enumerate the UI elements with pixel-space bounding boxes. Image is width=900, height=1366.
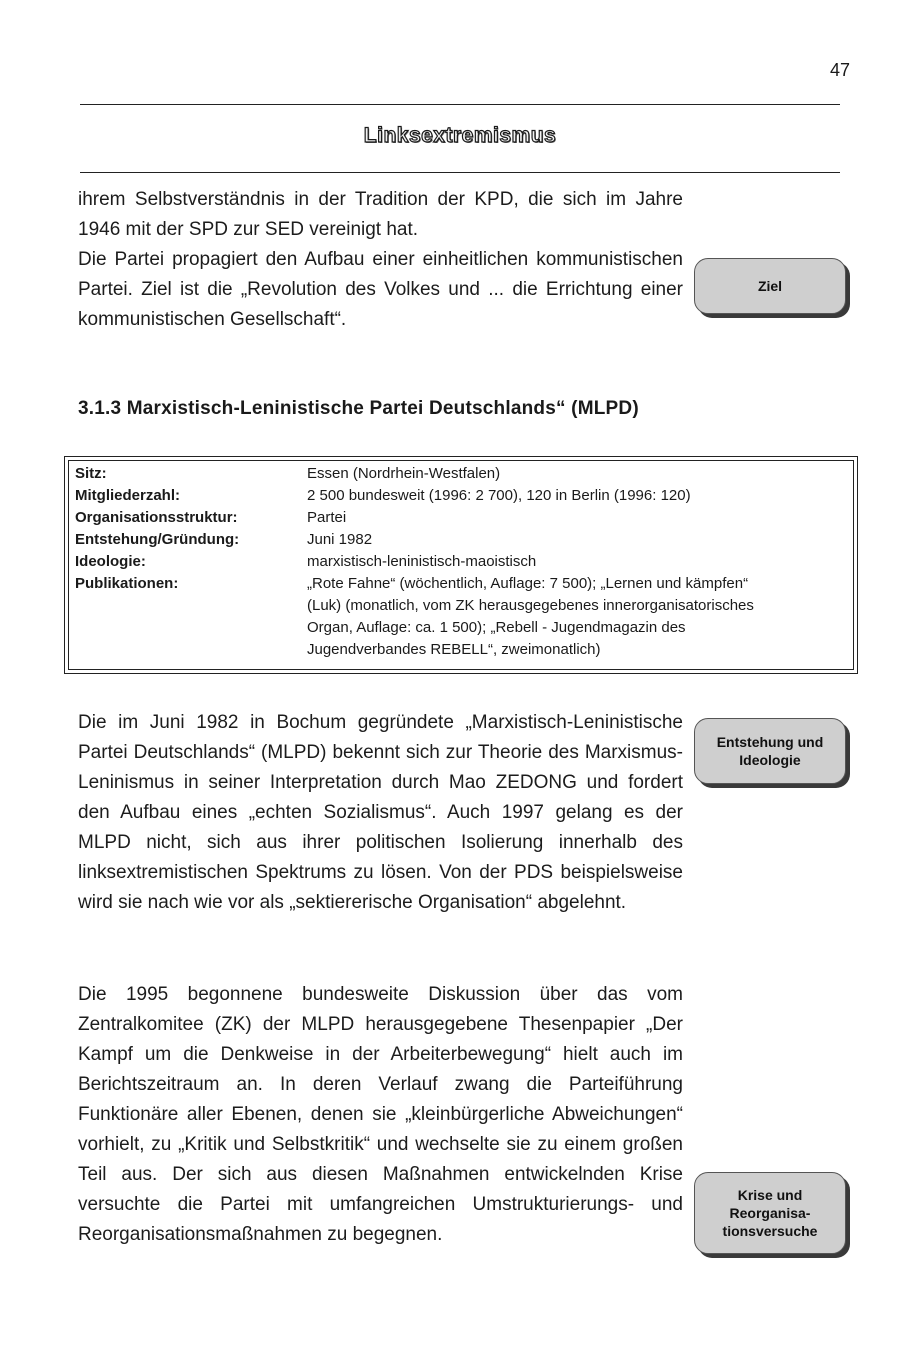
fact-label: Publikationen: [75,575,179,592]
margin-note-goal: Ziel [694,258,846,314]
fact-value: Essen (Nordrhein-Westfalen) [307,465,501,482]
fact-value: 2 500 bundesweit (1996: 2 700), 120 in Berlin (1996: 120) [307,487,691,504]
paragraph-crisis-text: Die 1995 begonnene bundesweite Diskussion über das vom Zentralkomitee (ZK) der MLPD herausgegebene Thesenpapier „Der Kampf um die Denkweise in der Arbeiterbewegung“ hielt auch im Berichtszeitraum an. In deren Verlauf zwang die Parteiführung Funktionäre aller Ebenen, denen sie „kleinbürgerliche Abweichungen“ vorhielt, zu „Kritik und Selbstkritik“ und wechselte sie zu einem großen Teil aus. Der sich aus diesen Maßnahmen entwickelnden Krise versuchte die Partei mit umfangreichen Umstrukturierungs- und Reorganisationsmaßnahmen zu begegnen. [78,984,683,1245]
margin-note-crisis: Krise und Reorganisa- tionsversuche [694,1172,846,1254]
section-heading: 3.1.3 Marxistisch-Leninistische Partei Deutschlands“ (MLPD) [78,398,639,419]
fact-row [65,507,857,529]
header-rule-top [80,104,840,105]
paragraph-origin-text: Die im Juni 1982 in Bochum gegründete „Marxistisch-Leninistische Partei Deutschlands“ (MLPD) bekennt sich zur Theorie des Marxismus-Leninismus in seiner Interpretation durch Mao ZEDONG und fordert den Aufbau eines „echten Sozialismus“. Auch 1997 gelang es der MLPD nicht, sich aus ihrer politischen Isolierung innerhalb des linksextremistischen Spektrums zu lösen. Von der PDS beispielsweise wird sie nach wie vor als „sektiererische Organisation“ abgelehnt. [78,712,683,913]
fact-label: Mitgliederzahl: [75,487,181,504]
fact-value: marxistisch-leninistisch-maoistisch [307,553,537,570]
fact-value: Partei [307,509,347,526]
fact-value: „Rote Fahne“ (wöchentlich, Auflage: 7 500); „Lernen und kämpfen“ (Luk) (monatlich, vom ZK herausgegebenes innerorganisatorisches Organ, Auflage: ca. 1 500); „Rebell - Jugendmagazin des Jugendverbandes REBELL“, zweimonatlich) [307,575,754,658]
fact-label: Sitz: [75,465,107,482]
fact-row [65,463,857,485]
goal-text: Die Partei propagiert den Aufbau einer einheitlichen kommunistischen Partei. Ziel ist die „Revolution des Volkes und ... die Errichtung einer kommunistischen Gesellschaft“. [78,249,683,330]
page-number: 47 [829,60,850,80]
header-rule-bottom [80,172,840,173]
intro-text: ihrem Selbstverständnis in der Tradition der KPD, die sich im Jahre 1946 mit der SPD zur SED vereinigt hat. [78,189,683,240]
fact-label: Ideologie: [75,553,146,570]
fact-label: Organisationsstruktur: [75,509,238,526]
fact-value: Juni 1982 [307,531,373,548]
fact-label: Entstehung/Gründung: [75,531,240,548]
fact-row [65,551,857,573]
margin-note-origin: Entstehung und Ideologie [694,718,846,784]
fact-box [64,456,858,674]
intro-paragraph [78,185,683,335]
paragraph-origin [78,708,683,918]
fact-box-rows [65,463,857,661]
fact-row [65,573,857,661]
fact-row [65,529,857,551]
running-head: Linksextremismus [363,124,557,147]
paragraph-crisis [78,980,683,1250]
fact-row [65,485,857,507]
